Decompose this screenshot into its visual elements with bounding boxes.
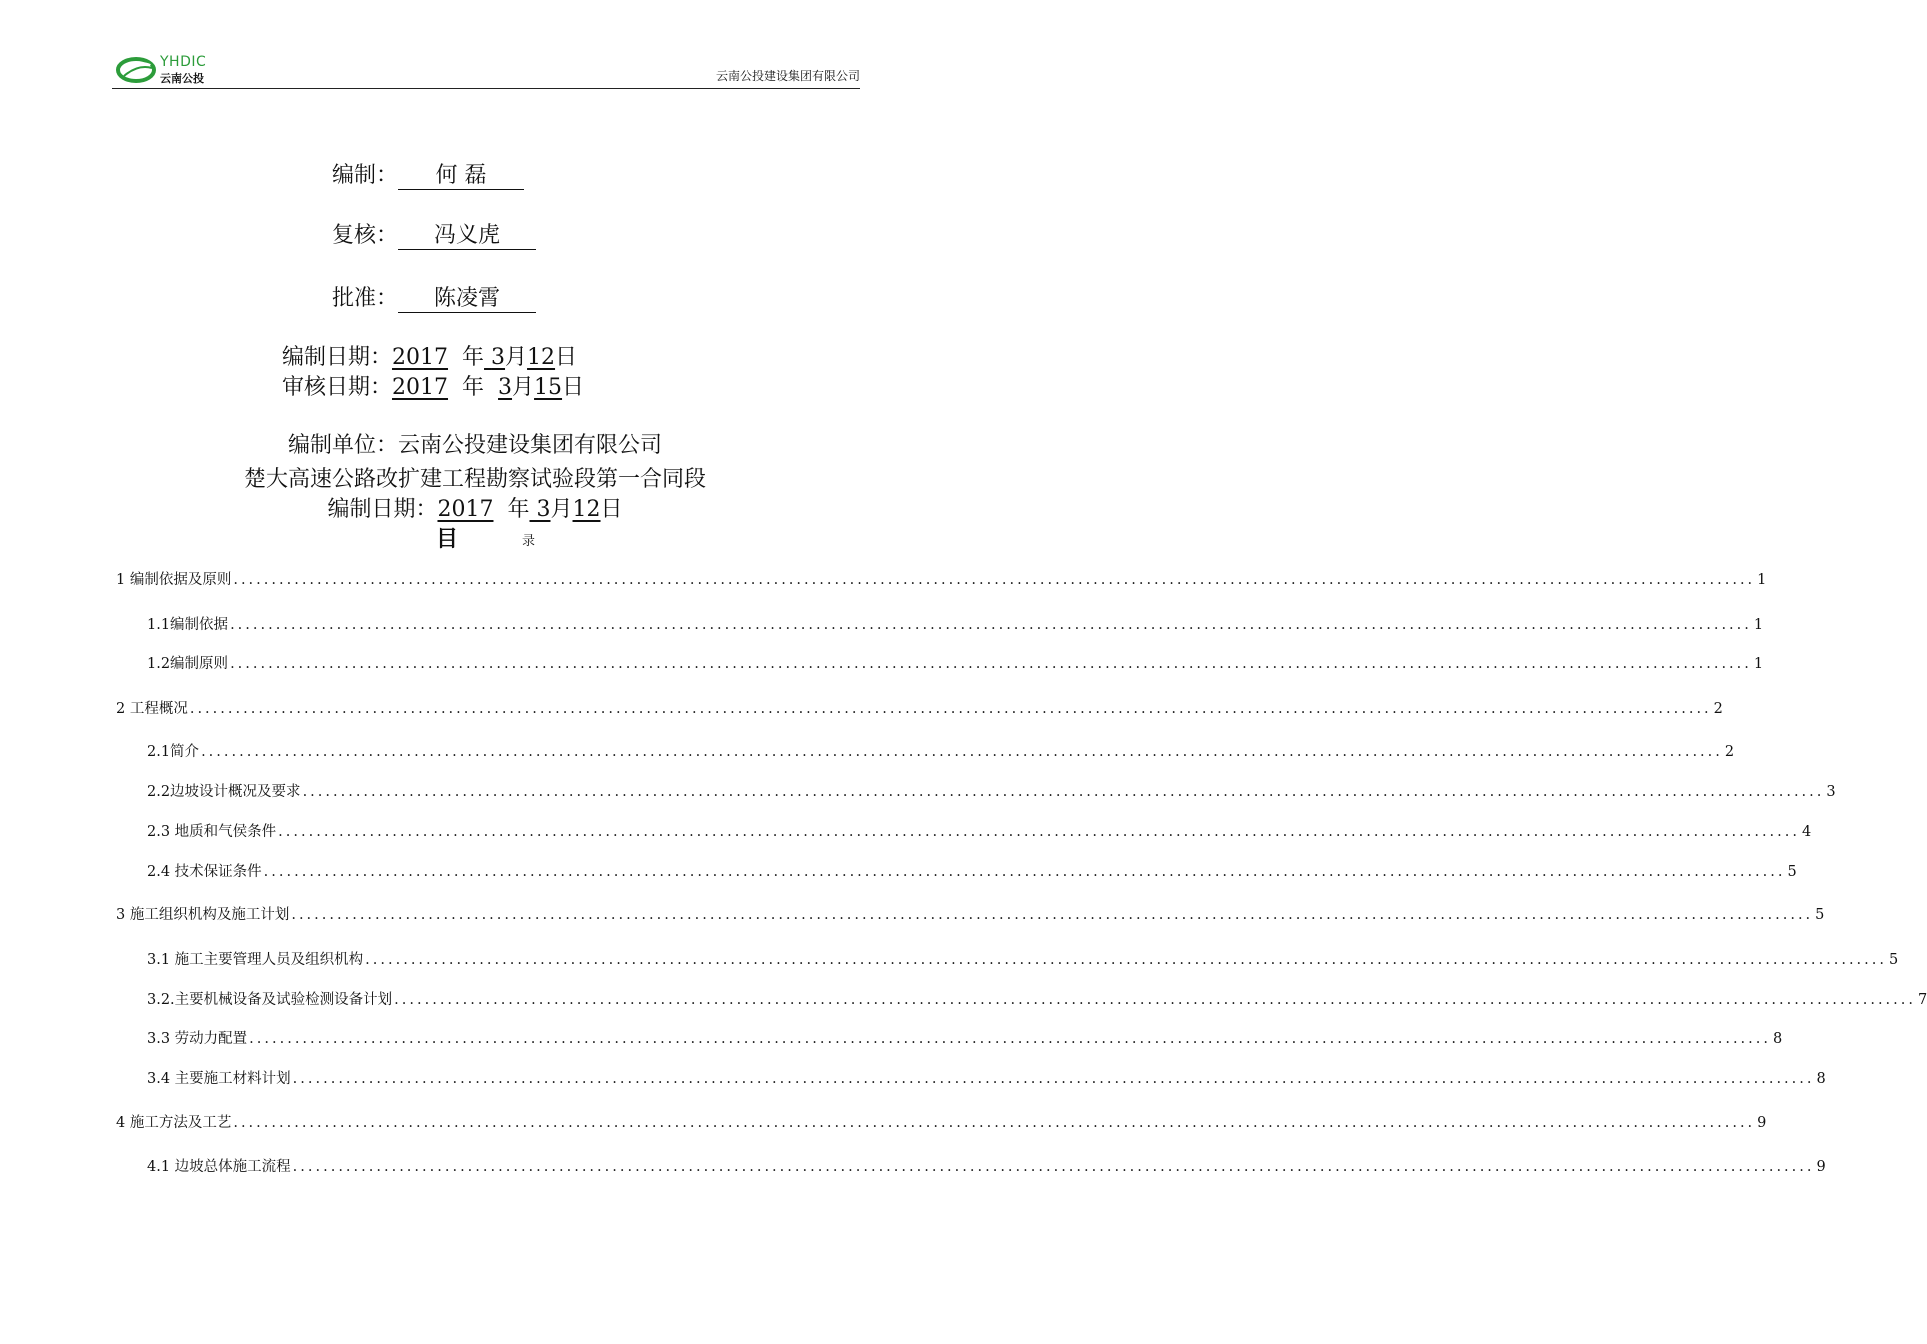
toc-entry-label: 3.3 劳动力配置 bbox=[147, 1031, 248, 1047]
toc-entry-label: 3.4 主要施工材料计划 bbox=[147, 1071, 291, 1087]
toc-entry[interactable] bbox=[147, 652, 1764, 673]
logo-subtext: 云南公投 bbox=[160, 72, 204, 85]
reviewed-label: 复核： bbox=[332, 223, 399, 248]
prep-day: 12 bbox=[527, 345, 556, 370]
toc-entry[interactable] bbox=[147, 860, 1797, 881]
approved-by-line bbox=[332, 281, 536, 313]
company-logo bbox=[116, 52, 256, 86]
toc-leader-dots: ........................................................................................................................................................................................................ bbox=[233, 1115, 1756, 1131]
review-year: 2017 bbox=[392, 375, 449, 400]
toc-entry-label: 2.2边坡设计概况及要求 bbox=[147, 784, 301, 800]
toc-entry[interactable] bbox=[147, 948, 1899, 969]
toc-entry-page: 5 bbox=[1787, 864, 1797, 880]
page-header bbox=[112, 52, 860, 89]
toc-entry-page: 1 bbox=[1753, 656, 1764, 672]
toc-entry-page: 1 bbox=[1753, 617, 1764, 633]
prepared-name: 何 磊 bbox=[398, 163, 524, 190]
year-char: 年 bbox=[462, 375, 485, 400]
project-name-line: 楚大高速公路改扩建工程勘察试验段第一合同段 bbox=[243, 467, 706, 492]
toc-entry-page: 7 bbox=[1918, 992, 1927, 1008]
toc-entry-page: 5 bbox=[1889, 952, 1899, 968]
toc-entry[interactable] bbox=[147, 780, 1836, 801]
toc-entry-page: 9 bbox=[1816, 1159, 1826, 1175]
toc-entry-label: 2.4 技术保证条件 bbox=[147, 864, 262, 880]
toc-entry[interactable] bbox=[147, 1155, 1826, 1176]
toc-entry-label: 2 工程概况 bbox=[116, 701, 188, 717]
toc-entry[interactable] bbox=[147, 613, 1764, 634]
org-date-label: 编制日期： bbox=[327, 497, 438, 522]
toc-leader-dots: ........................................................................................................................................................................................................ bbox=[394, 992, 1916, 1008]
toc-entry[interactable] bbox=[147, 740, 1735, 761]
toc-entry[interactable] bbox=[147, 1067, 1826, 1088]
day-char: 日 bbox=[562, 375, 585, 400]
toc-entry-page: 3 bbox=[1826, 784, 1836, 800]
prep-year: 2017 bbox=[392, 345, 449, 370]
toc-entry-label: 1.1编制依据 bbox=[147, 617, 229, 633]
toc-leader-dots: ........................................................................................................................................................................................................ bbox=[201, 744, 1723, 760]
toc-entry[interactable] bbox=[147, 1027, 1783, 1048]
toc-leader-dots: ........................................................................................................................................................................................................ bbox=[230, 656, 1752, 672]
toc-entry-label: 2.3 地质和气侯条件 bbox=[147, 824, 277, 840]
month-char: 月 bbox=[512, 375, 535, 400]
toc-entry-page: 1 bbox=[1757, 572, 1767, 588]
toc-leader-dots: ........................................................................................................................................................................................................ bbox=[291, 907, 1814, 923]
toc-leader-dots: ........................................................................................................................................................................................................ bbox=[230, 617, 1752, 633]
org-date-line bbox=[0, 492, 950, 523]
toc-leader-dots: ........................................................................................................................................................................................................ bbox=[189, 701, 1712, 717]
year-char: 年 bbox=[462, 345, 485, 370]
reviewed-by-line bbox=[332, 218, 536, 250]
toc-entry-page: 2 bbox=[1724, 744, 1735, 760]
toc-title-sub: 录 bbox=[522, 534, 536, 549]
logo-emblem-icon bbox=[116, 54, 156, 86]
year-char: 年 bbox=[507, 497, 530, 522]
org-year: 2017 bbox=[437, 497, 494, 522]
toc-leader-dots: ........................................................................................................................................................................................................ bbox=[292, 1071, 1815, 1087]
toc-entry-page: 4 bbox=[1802, 824, 1812, 840]
toc-entry-label: 4 施工方法及工艺 bbox=[116, 1115, 232, 1131]
toc-leader-dots: ........................................................................................................................................................................................................ bbox=[249, 1031, 1771, 1047]
toc-entry-page: 5 bbox=[1815, 907, 1825, 923]
day-char: 日 bbox=[600, 497, 623, 522]
prep-month bbox=[484, 345, 505, 370]
prep-month-value: 3 bbox=[491, 345, 506, 370]
month-char: 月 bbox=[505, 345, 528, 370]
toc-leader-dots: ........................................................................................................................................................................................................ bbox=[278, 824, 1800, 840]
prepared-label: 编制： bbox=[332, 163, 399, 188]
toc-entry[interactable] bbox=[116, 903, 1825, 924]
review-date-line bbox=[282, 370, 584, 401]
prepared-by-line bbox=[332, 158, 524, 190]
toc-leader-dots: ........................................................................................................................................................................................................ bbox=[302, 784, 1825, 800]
header-company-name: 云南公投建设集团有限公司 bbox=[715, 69, 860, 83]
toc-entry-label: 1.2编制原则 bbox=[147, 656, 229, 672]
toc-entry-label: 3.2.主要机械设备及试验检测设备计划 bbox=[147, 992, 393, 1008]
prep-date-label: 编制日期： bbox=[282, 345, 393, 370]
toc-entry[interactable] bbox=[116, 697, 1723, 718]
toc-entry-page: 8 bbox=[1816, 1071, 1826, 1087]
toc-entry[interactable] bbox=[116, 568, 1767, 589]
org-month bbox=[530, 497, 551, 522]
toc-leader-dots: ........................................................................................................................................................................................................ bbox=[263, 864, 1786, 880]
org-unit-line: 编制单位：云南公投建设集团有限公司 bbox=[287, 433, 662, 458]
toc-entry-label: 4.1 边坡总体施工流程 bbox=[147, 1159, 291, 1175]
reviewed-name: 冯义虎 bbox=[398, 223, 536, 250]
toc-leader-dots: ........................................................................................................................................................................................................ bbox=[365, 952, 1887, 968]
toc-entry-label: 3 施工组织机构及施工计划 bbox=[116, 907, 290, 923]
toc-entry-label: 3.1 施工主要管理人员及组织机构 bbox=[147, 952, 364, 968]
org-month-value: 3 bbox=[536, 497, 551, 522]
prepared-date-line bbox=[282, 340, 577, 371]
approved-label: 批准： bbox=[332, 286, 399, 311]
toc-entry-label: 2.1简介 bbox=[147, 744, 200, 760]
toc-entry[interactable] bbox=[116, 1111, 1767, 1132]
toc-leader-dots: ........................................................................................................................................................................................................ bbox=[233, 572, 1756, 588]
review-month: 3 bbox=[498, 375, 513, 400]
toc-entry-page: 9 bbox=[1757, 1115, 1767, 1131]
toc-title-main: 目 bbox=[436, 527, 459, 552]
toc-entry[interactable] bbox=[147, 988, 1927, 1009]
review-day: 15 bbox=[534, 375, 563, 400]
org-day: 12 bbox=[572, 497, 601, 522]
toc-leader-dots: ........................................................................................................................................................................................................ bbox=[292, 1159, 1815, 1175]
toc-entry-label: 1 编制依据及原则 bbox=[116, 572, 232, 588]
toc-entry-page: 8 bbox=[1773, 1031, 1783, 1047]
month-char: 月 bbox=[550, 497, 573, 522]
toc-entry-page: 2 bbox=[1713, 701, 1723, 717]
approved-name: 陈凌霄 bbox=[398, 286, 536, 313]
logo-text: YHDIC bbox=[160, 54, 207, 70]
review-date-label: 审核日期： bbox=[282, 375, 393, 400]
toc-entry[interactable] bbox=[147, 820, 1812, 841]
day-char: 日 bbox=[555, 345, 578, 370]
